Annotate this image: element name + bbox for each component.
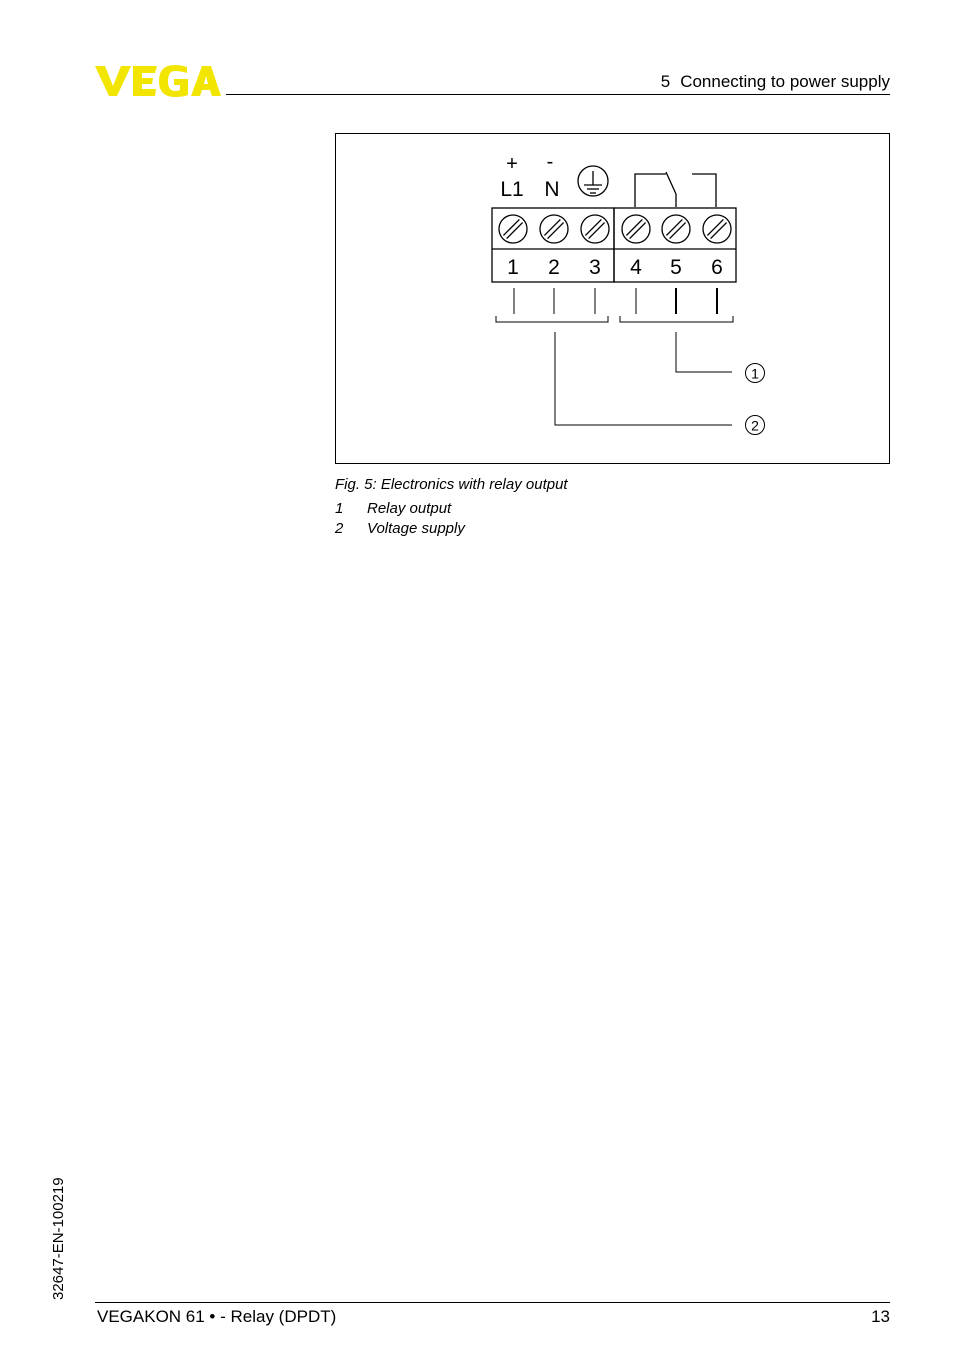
legend-item: 1 Relay output [335,500,452,517]
callout-leader-1 [676,332,732,372]
legend-item: 2 Voltage supply [335,519,465,537]
callout-2 [746,416,765,435]
page-number: 13 [871,1307,890,1326]
terminal-number-6: 6 [711,256,723,279]
l1-label: L1 [500,178,524,201]
n-label: N [544,178,560,201]
section-number: 5 [660,72,671,91]
svg-text:2: 2 [751,417,759,434]
terminal-number-3: 3 [589,256,601,279]
wire-stubs [514,288,717,314]
terminal-screw-2 [540,215,568,243]
terminal-number-4: 4 [630,256,642,279]
terminal-numbers [507,256,723,279]
relay-bracket [620,316,733,322]
terminal-diagram [336,134,889,463]
document-id: 32647-EN-100219 [50,1177,67,1300]
terminal-screws [499,215,731,243]
section-heading [661,72,890,92]
n-polarity-label: - [546,151,554,173]
footer-rule [95,1302,890,1303]
figure-legend [335,500,465,539]
callout-1 [746,364,765,383]
figure-caption: Fig. 5: Electronics with relay output [335,476,568,493]
terminal-screw-1 [499,215,527,243]
vega-logo [95,64,221,98]
l1-polarity-label: + [506,153,518,175]
terminal-screw-3 [581,215,609,243]
terminal-screw-4 [622,215,650,243]
terminal-number-1: 1 [507,256,519,279]
section-title: Connecting to power supply [680,72,890,91]
terminal-number-5: 5 [670,256,682,279]
header-rule [226,94,890,95]
terminal-screw-6 [703,215,731,243]
terminal-number-2: 2 [548,256,560,279]
terminal-screw-5 [662,215,690,243]
relay-contact-icon [635,172,716,207]
callout-leader-2 [555,332,732,425]
protective-earth-icon [578,166,608,196]
svg-text:1: 1 [751,365,759,382]
footer-product-name: VEGAKON 61 • - Relay (DPDT) [97,1307,337,1326]
wiring-figure [335,133,890,464]
supply-bracket [496,316,608,322]
